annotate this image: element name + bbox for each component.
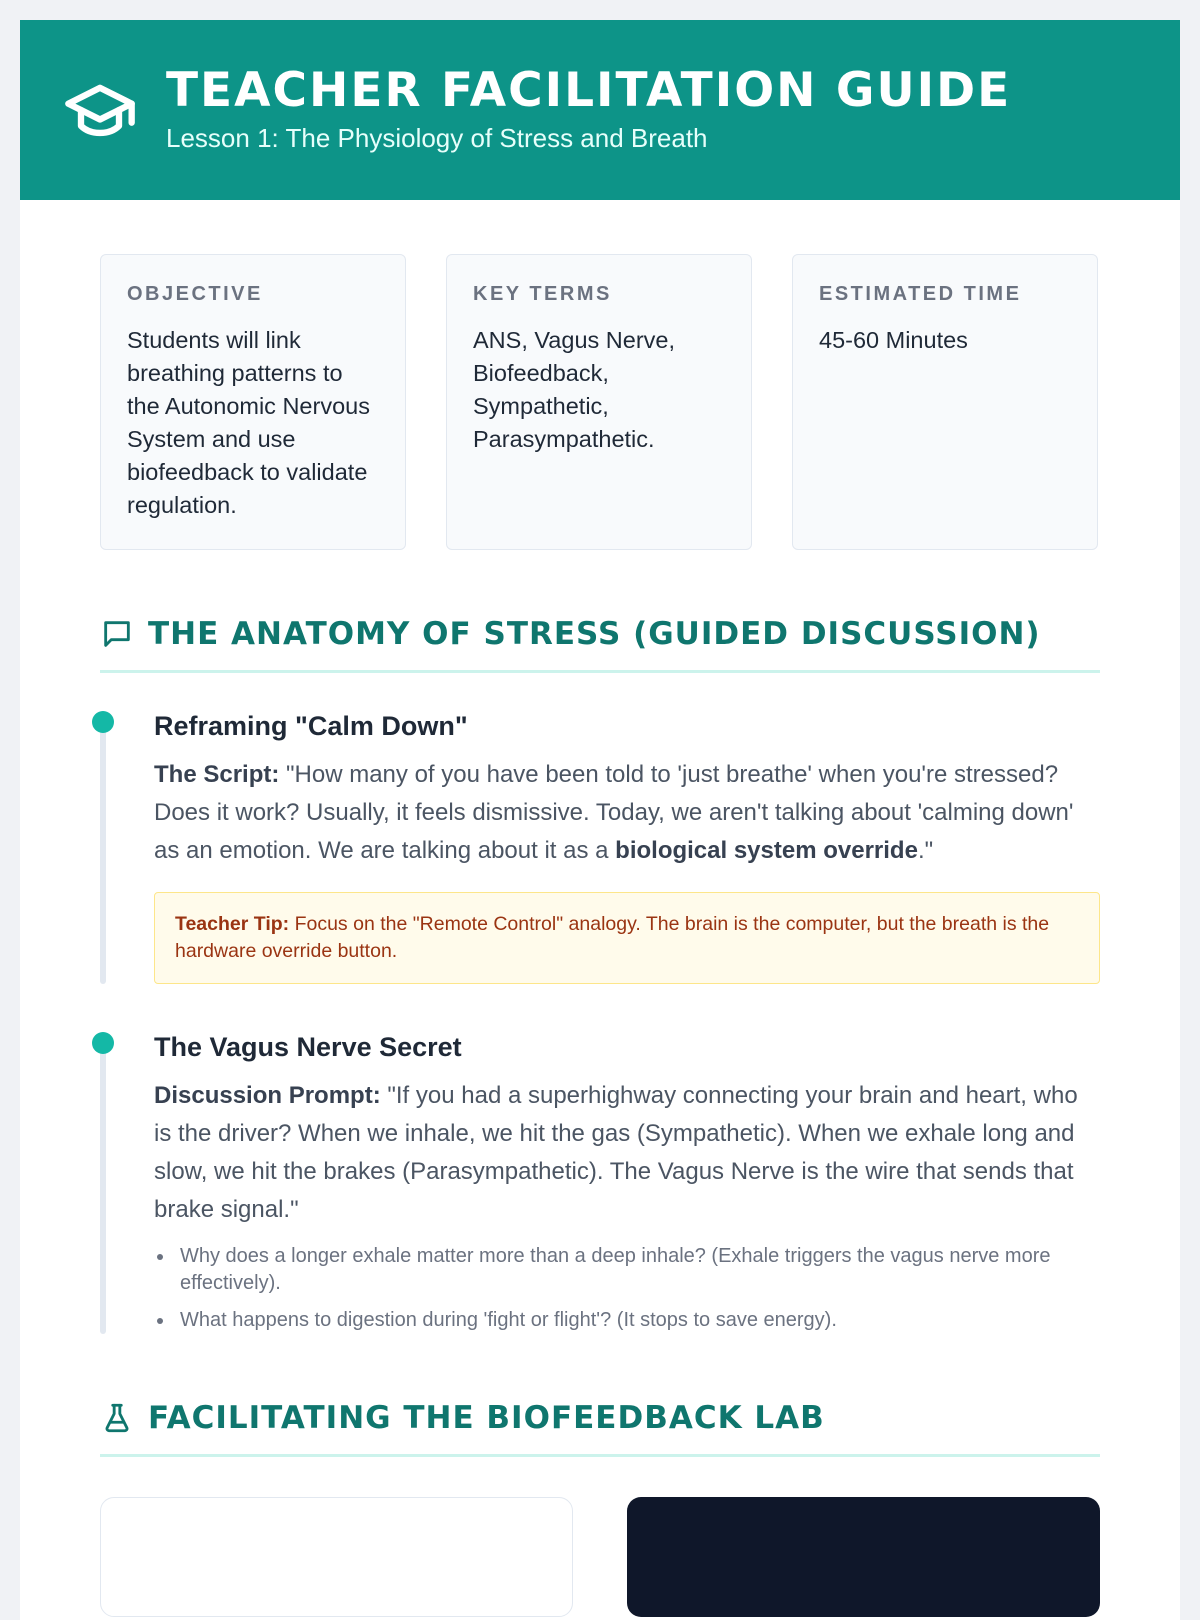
estimated-time-card [792, 254, 1098, 550]
timeline-item [100, 1032, 1100, 1334]
lab-card [100, 1497, 573, 1617]
discussion-timeline [100, 711, 1100, 1334]
lab-card-dark [627, 1497, 1100, 1617]
prompt-lead: Discussion Prompt: [154, 1082, 381, 1109]
card-label: KEY TERMS [473, 283, 612, 305]
chat-bubble-icon [100, 616, 136, 652]
card-body: ANS, Vagus Nerve, Biofeedback, Sympathetic, Parasympathetic. [473, 327, 676, 452]
page-header [20, 20, 1180, 200]
timeline-line [100, 1044, 106, 1334]
script-lead: The Script: [154, 761, 280, 788]
lab-cards [100, 1497, 1100, 1617]
card-label: OBJECTIVE [127, 283, 263, 305]
tip-label: Teacher Tip: [175, 913, 290, 935]
section-title: FACILITATING THE BIOFEEDBACK LAB [148, 1400, 825, 1436]
teacher-tip [154, 892, 1100, 984]
discussion-questions [154, 1243, 1100, 1334]
card-body: Students will link breathing patterns to the Autonomic Nervous System and use biofeedback to validate regulation. [127, 327, 370, 518]
timeline-dot [92, 711, 114, 733]
page-title: TEACHER FACILITATION GUIDE [166, 62, 1012, 118]
timeline-dot [92, 1032, 114, 1054]
lab-section-heading [100, 1400, 1100, 1457]
item-script [154, 756, 1100, 870]
list-item: Why does a longer exhale matter more than a deep inhale? (Exhale triggers the vagus nerve more effectively). [154, 1243, 1100, 1297]
summary-cards [100, 254, 1100, 550]
list-item: What happens to digestion during 'fight or flight'? (It stops to save energy). [154, 1307, 1100, 1334]
objective-card [100, 254, 406, 550]
discussion-prompt [154, 1077, 1100, 1229]
script-emphasis: biological system override [615, 837, 918, 864]
graduation-cap-icon [62, 72, 138, 148]
prompt-text: "If you had a superhighway connecting your brain and heart, who is the driver? When we inhale, we hit the gas (Sympathetic). When we exhale long and slow, we hit the brakes (Parasympathetic). The Vagus Nerve is the wire that sends that brake signal." [154, 1082, 1078, 1223]
discussion-section-heading [100, 616, 1100, 673]
key-terms-card [446, 254, 752, 550]
script-text: "How many of you have been told to 'just breathe' when you're stressed? Does it work? Usually, it feels dismissive. Today, we aren't talking about 'calming down' as an emotion. We are talking about it as a [154, 761, 1074, 864]
flask-icon [100, 1400, 136, 1436]
item-heading: The Vagus Nerve Secret [154, 1032, 462, 1062]
card-body: 45-60 Minutes [819, 327, 968, 353]
timeline-line [100, 723, 106, 984]
item-heading: Reframing "Calm Down" [154, 711, 468, 741]
card-label: ESTIMATED TIME [819, 283, 1022, 305]
page-subtitle: Lesson 1: The Physiology of Stress and Breath [166, 123, 708, 154]
section-title: THE ANATOMY OF STRESS (GUIDED DISCUSSION) [148, 616, 1041, 652]
guide-page [20, 20, 1180, 1620]
timeline-item [100, 711, 1100, 984]
tip-text: Focus on the "Remote Control" analogy. The brain is the computer, but the breath is the hardware override button. [175, 913, 1050, 962]
script-text-end: ." [917, 837, 934, 864]
